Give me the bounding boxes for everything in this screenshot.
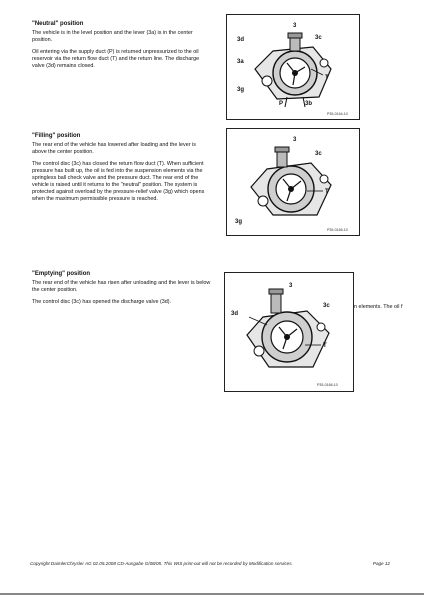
figure-emptying <box>224 272 354 392</box>
page-footer <box>30 561 390 566</box>
label-3g: 3g <box>235 219 243 225</box>
section-neutral <box>32 20 212 75</box>
label-3: 3 <box>293 23 297 29</box>
label-t: T <box>323 343 327 349</box>
page-number: Page 12 <box>372 561 390 566</box>
section-paragraph: The control disc (3c) has opened the discharge valve (3d). <box>32 299 172 305</box>
figure-code: P35-0164-10 <box>327 112 348 116</box>
section-paragraph: Oil entering via the supply duct (P) is returned unpressurized to the oil reservoir via the return flow duct (T) and the return line. The discharge valve (3d) remains closed. <box>32 49 200 69</box>
label-3c: 3c <box>315 151 322 157</box>
figure-filling <box>226 128 360 236</box>
label-t: T <box>325 75 329 81</box>
label-p: P <box>279 101 284 107</box>
label-3b: 3b <box>305 101 313 107</box>
figure-code: P35-0166-10 <box>317 383 338 387</box>
section-paragraph: The vehicle is in the level position and the lever (3a) is in the center position. <box>32 30 193 43</box>
label-3c: 3c <box>323 303 330 309</box>
label-3: 3 <box>289 283 293 289</box>
section-paragraph: The rear end of the vehicle has risen after unloading and the lever is below the center position. <box>32 280 211 293</box>
section-emptying <box>32 270 212 311</box>
figure-code: P35-0165-10 <box>327 228 348 232</box>
valve-diagram-neutral <box>227 15 359 119</box>
section-paragraph: The rear end of the vehicle has lowered after loading and the lever is above the center position. <box>32 142 196 155</box>
section-heading: "Emptying" position <box>32 271 91 277</box>
section-heading: "Neutral" position <box>32 21 84 27</box>
section-paragraph: The control disc (3c) has closed the return flow duct (T). When sufficient pressure has built up, the oil is fed into the suspension elements via the springless ball check valve and the pressure duct. The rear end of the vehicle is raised until it returns to the "neutral" position. The system is protected against overload by the pressure-relief valve (3g) which opens when the maximum permissible pressure is reached. <box>32 161 205 202</box>
section-heading: "Filling" position <box>32 133 81 139</box>
valve-diagram-emptying <box>225 273 353 391</box>
section-filling <box>32 132 212 208</box>
label-3g: 3g <box>237 87 245 93</box>
label-3c: 3c <box>315 35 322 41</box>
label-3d: 3d <box>237 37 245 43</box>
label-t: T <box>325 189 329 195</box>
page-edge-divider <box>0 593 424 595</box>
label-3a: 3a <box>237 59 244 65</box>
label-3: 3 <box>293 137 297 143</box>
valve-diagram-filling <box>227 129 359 235</box>
figure-neutral <box>226 14 360 120</box>
label-3d: 3d <box>231 311 239 317</box>
copyright-text: Copyright DaimlerChrysler AG 02.05.2008 CD-Ausgabe G/08/05. This WIS print-out will not be recorded by Modification services. <box>30 561 293 566</box>
truncated-text: n elements. The oil f <box>354 304 403 310</box>
